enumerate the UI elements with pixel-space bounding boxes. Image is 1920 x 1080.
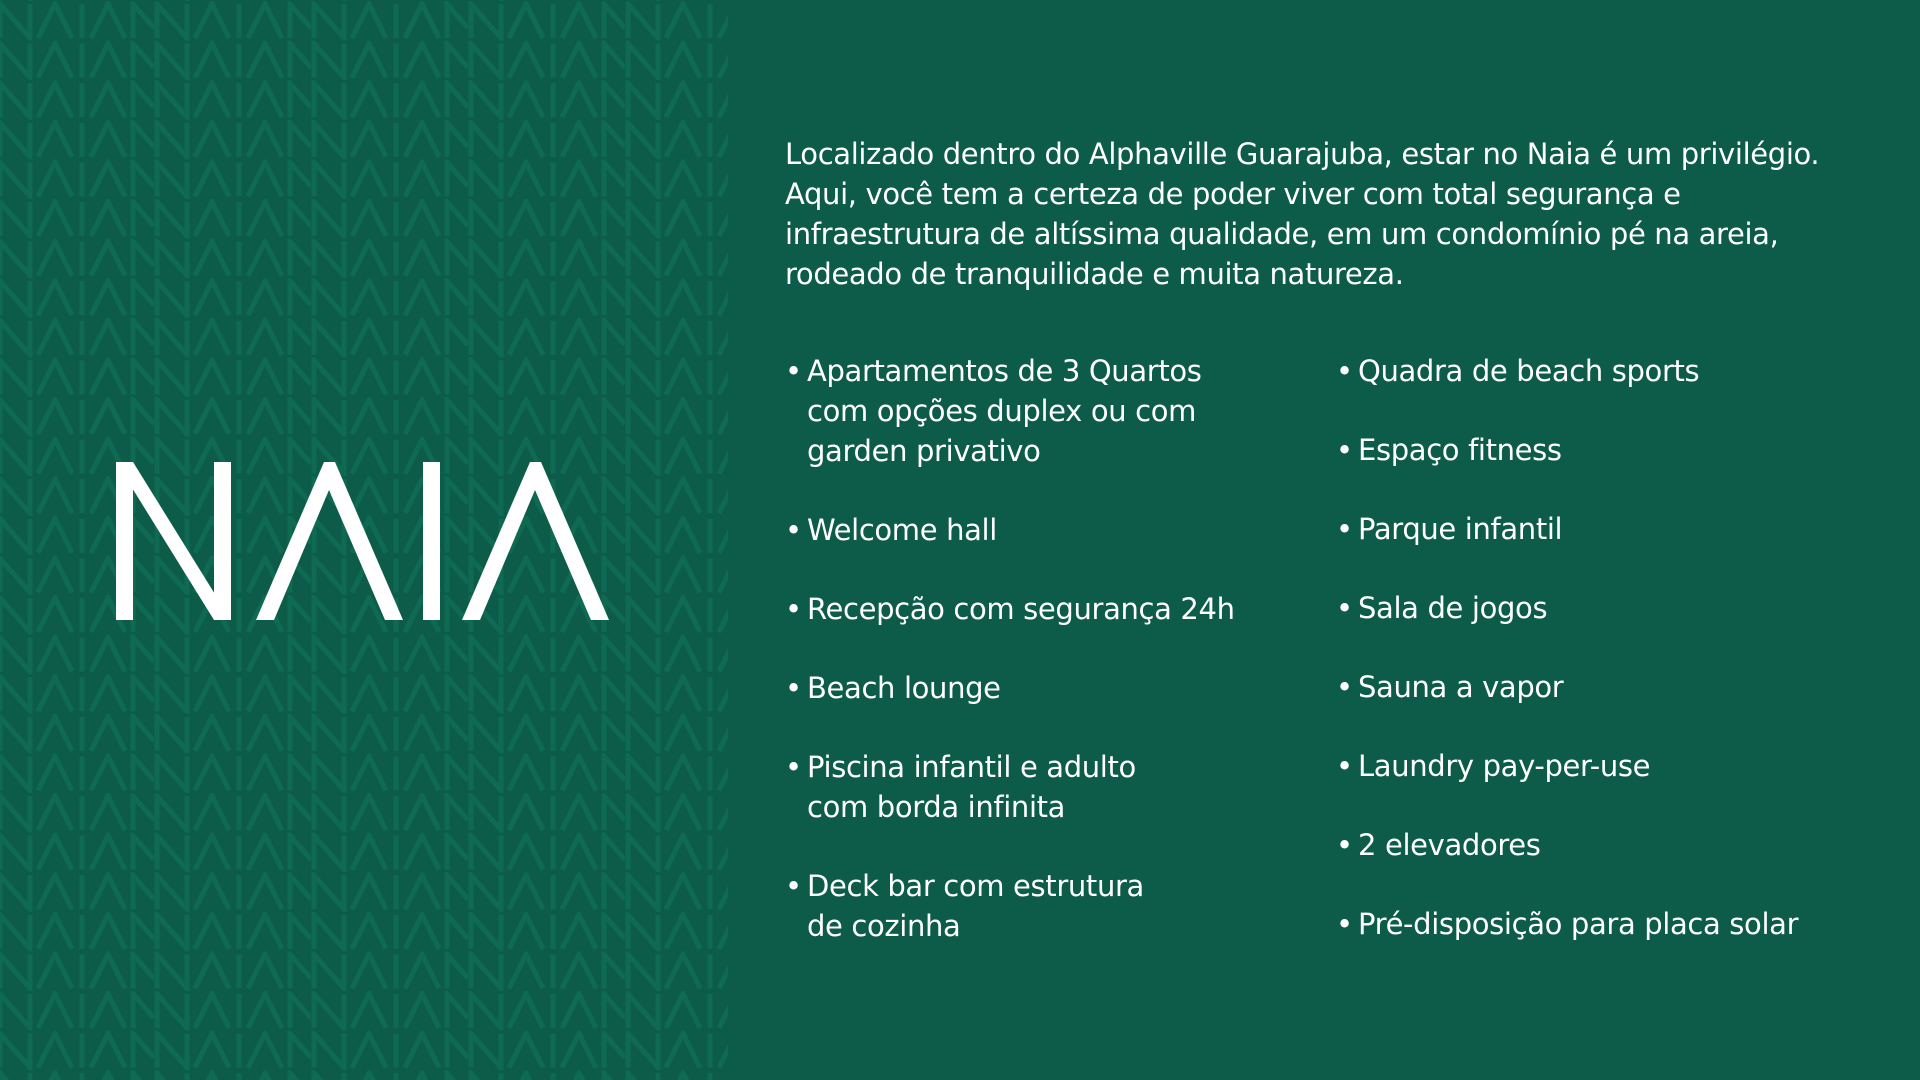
feature-line: Piscina infantil e adulto (807, 750, 1136, 784)
left-panel (0, 0, 728, 1080)
feature-item-piscina (785, 747, 1345, 827)
feature-item-placa-solar (1336, 904, 1896, 944)
bullet-icon: • (1336, 907, 1353, 941)
features-list-left (785, 351, 1345, 985)
feature-item-deck-bar (785, 866, 1345, 946)
feature-line: Parque infantil (1358, 512, 1563, 546)
feature-line: com borda infinita (807, 790, 1066, 824)
logo-letter-n (116, 462, 133, 620)
naia-logo (114, 460, 610, 620)
feature-line: Recepção com segurança 24h (807, 592, 1235, 626)
feature-line: com opções duplex ou com (807, 394, 1197, 428)
bullet-icon: • (1336, 828, 1353, 862)
feature-line: de cozinha (807, 909, 961, 943)
features-list-right (1336, 351, 1896, 983)
feature-line: Quadra de beach sports (1358, 354, 1700, 388)
bullet-icon: • (785, 513, 802, 547)
bullet-icon: • (1336, 749, 1353, 783)
logo-letter-a-1 (256, 462, 403, 620)
feature-item-laundry (1336, 746, 1896, 786)
bullet-icon: • (1336, 670, 1353, 704)
feature-line: 2 elevadores (1358, 828, 1541, 862)
bullet-icon: • (785, 750, 802, 784)
feature-item-elevadores (1336, 825, 1896, 865)
feature-line: Welcome hall (807, 513, 997, 547)
feature-item-parque (1336, 509, 1896, 549)
bullet-icon: • (1336, 433, 1353, 467)
intro-paragraph (785, 134, 1885, 294)
feature-line: Sala de jogos (1358, 591, 1548, 625)
intro-line: rodeado de tranquilidade e muita natureza. (785, 257, 1404, 291)
feature-item-quadra (1336, 351, 1896, 391)
feature-item-fitness (1336, 430, 1896, 470)
intro-line: infraestrutura de altíssima qualidade, em um condomínio pé na areia, (785, 217, 1779, 251)
feature-line: Espaço fitness (1358, 433, 1562, 467)
feature-line: Deck bar com estrutura (807, 869, 1144, 903)
bullet-icon: • (1336, 354, 1353, 388)
feature-item-recepcao (785, 589, 1345, 629)
feature-item-beach-lounge (785, 668, 1345, 708)
feature-item-sala-jogos (1336, 588, 1896, 628)
feature-line: garden privativo (807, 434, 1041, 468)
feature-line: Pré-disposição para placa solar (1358, 907, 1799, 941)
logo-letter-a-2 (462, 462, 609, 620)
bullet-icon: • (1336, 591, 1353, 625)
bullet-icon: • (785, 869, 802, 903)
feature-line: Beach lounge (807, 671, 1001, 705)
bullet-icon: • (785, 354, 802, 388)
feature-item-apartamentos (785, 351, 1345, 471)
intro-line: Aqui, você tem a certeza de poder viver com total segurança e (785, 177, 1681, 211)
intro-line: Localizado dentro do Alphaville Guarajuba, estar no Naia é um privilégio. (785, 137, 1820, 171)
feature-line: Laundry pay-per-use (1358, 749, 1651, 783)
logo-letter-i (423, 462, 440, 620)
feature-item-sauna (1336, 667, 1896, 707)
feature-item-welcome-hall (785, 510, 1345, 550)
bullet-icon: • (785, 671, 802, 705)
bullet-icon: • (1336, 512, 1353, 546)
feature-line: Apartamentos de 3 Quartos (807, 354, 1202, 388)
feature-line: Sauna a vapor (1358, 670, 1564, 704)
bullet-icon: • (785, 592, 802, 626)
